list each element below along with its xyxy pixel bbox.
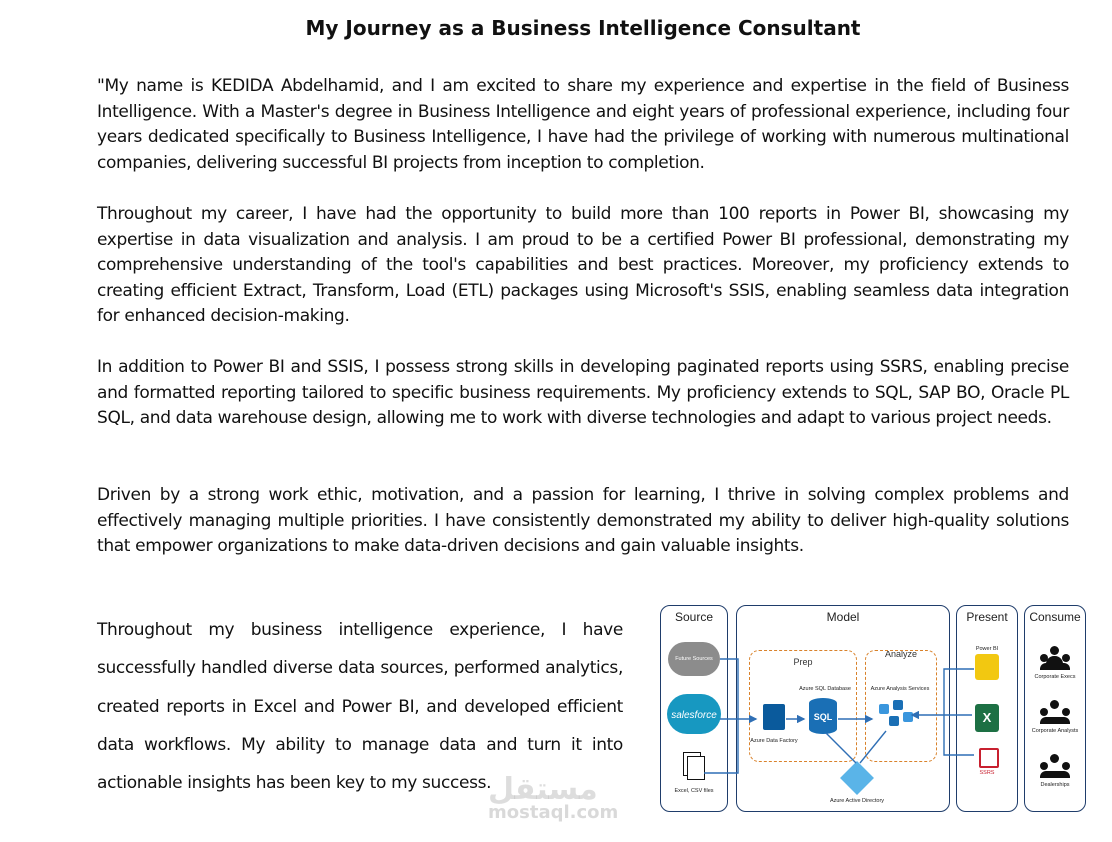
corporate-analysts-label: Corporate Analysts [1031, 728, 1079, 734]
flow-arrows [660, 605, 1086, 815]
watermark-latin: mostaql.com [488, 802, 619, 823]
dealerships-label: Dealerships [1040, 782, 1070, 788]
skills-paragraph: In addition to Power BI and SSIS, I possess strong skills in developing paginated reports using SSRS, enabling precise and formatted reporting tailored to specific business requirements. My proficiency extends to SQL, SAP BO, Oracle PL SQL, and data warehouse design, allowing me to work with diverse technologies and adapt to various project needs. [97, 357, 1069, 428]
sql-label: SQL [813, 712, 833, 722]
prep-title: Prep [793, 657, 813, 667]
sql-database-label: Azure SQL Database [799, 686, 851, 692]
files-label: Excel, CSV files [674, 788, 714, 794]
intro-paragraph: "My name is KEDIDA Abdelhamid, and I am excited to share my experience and expertise in the field of Business Intelligence. With a Master's degree in Business Intelligence and eight years of professional experience, including four years dedicated specifically to Business Intelligence, I have had the privilege of working with numerous multinational companies, delivering successful BI projects from inception to completion. [97, 76, 1069, 173]
career-paragraph: Throughout my career, I have had the opportunity to build more than 100 reports in Power BI, showcasing my expertise in data visualization and analysis. I am proud to be a certified Power BI professional, demonstrating my comprehensive understanding of the tool's capabilities and best practices. Moreover, my proficiency extends to creating efficient Extract, Transform, Load (ETL) packages using Microsoft's SSIS, enabling seamless data integration for enhanced decision-making. [97, 204, 1069, 326]
ssrs-label: SSRS [979, 770, 995, 776]
data-factory-label: Azure Data Factory [750, 738, 798, 744]
present-title: Present [966, 610, 1008, 624]
experience-paragraph: Throughout my business intelligence experience, I have successfully handled diverse data sources, performed analytics, created reports in Excel and Power BI, and developed efficient data workflows. My ability to manage data and turn it into actionable insights has been key to my success. [97, 620, 623, 794]
corporate-execs-label: Corporate Execs [1034, 674, 1076, 680]
watermark-arabic: مستقل [488, 772, 598, 807]
analysis-services-label: Azure Analysis Services [870, 686, 930, 692]
model-title: Model [826, 610, 860, 624]
work-ethic-paragraph: Driven by a strong work ethic, motivation, and a passion for learning, I thrive in solving complex problems and effectively managing multiple priorities. I have consistently demonstrated my ability to deliver high-quality solutions that empower organizations to make data-driven decisions and gain valuable insights. [97, 485, 1069, 556]
future-sources-label: Future Sources [675, 656, 713, 662]
excel-icon: X [975, 704, 999, 732]
source-title: Source [674, 610, 714, 624]
salesforce-label: salesforce [671, 710, 717, 721]
active-directory-label: Azure Active Directory [829, 798, 885, 804]
power-bi-label: Power BI [975, 646, 999, 652]
analyze-title: Analyze [884, 650, 918, 659]
consume-title: Consume [1029, 610, 1081, 624]
page-title: My Journey as a Business Intelligence Consultant [305, 16, 861, 40]
architecture-diagram [660, 605, 1086, 815]
